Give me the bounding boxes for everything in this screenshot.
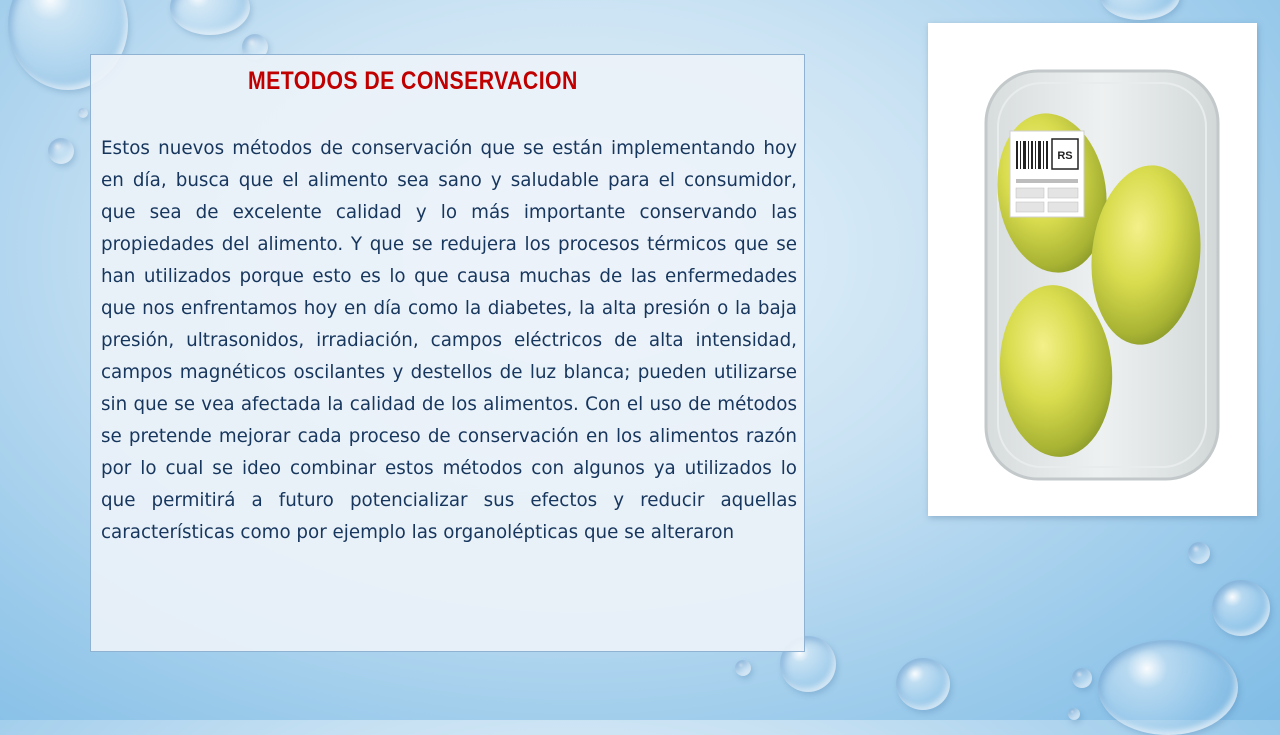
water-drop	[735, 660, 751, 676]
packaged-fruit-image	[928, 23, 1257, 516]
label-logo-text: RS	[1057, 150, 1073, 162]
slide-body-text: Estos nuevos métodos de conservación que se están implementando hoy en día, busca que el alimento sea sano y saludable para el consumidor, que sea de excelente calidad y lo más importante conservando las propiedades del alimento. Y que se redujera los procesos térmicos que se han utilizados porque esto es lo que causa muchas de las enfermedades que nos enfrentamos hoy en día como la diabetes, la alta presión o la baja presión, ultrasonidos, irradiación, campos eléctricos de alta intensidad, campos magnéticos oscilantes y destellos de luz blanca; pueden utilizarse sin que se vea afectada la calidad de los alimentos. Con el uso de métodos se pretende mejorar cada proceso de conservación en los alimentos razón por lo cual se ideo combinar estos métodos con algunos ya utilizados lo que permitirá a futuro potencializar sus efectos y reducir aquellas características como por ejemplo las organolépticas que se alteraron	[101, 138, 797, 543]
water-drop	[1212, 580, 1270, 636]
content-panel	[90, 54, 805, 652]
water-drop	[1068, 708, 1080, 720]
water-drop	[1100, 0, 1180, 20]
barcode-icon	[1016, 141, 1048, 169]
water-drop	[896, 658, 950, 710]
slide-title: METODOS DE CONSERVACION	[248, 67, 578, 95]
water-drop	[1072, 668, 1092, 688]
product-photo	[928, 23, 1257, 516]
water-drop	[1188, 542, 1210, 564]
water-drop	[1098, 640, 1238, 735]
water-drop	[78, 108, 88, 118]
water-drop	[170, 0, 250, 35]
water-drop	[48, 138, 74, 164]
